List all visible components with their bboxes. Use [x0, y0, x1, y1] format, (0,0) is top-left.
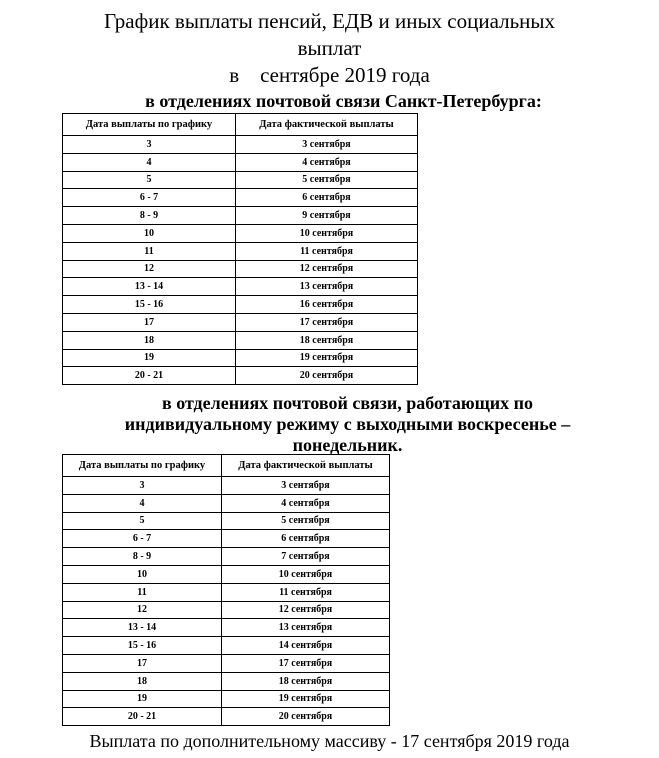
scheduled-date-cell: 4: [63, 494, 222, 512]
actual-date-cell: 5 сентября: [236, 171, 418, 189]
section2-heading-line-2: индивидуальному режиму с выходными воскресенье –: [124, 414, 571, 434]
scheduled-date-cell: 17: [63, 313, 236, 331]
table-row: [63, 224, 418, 242]
scheduled-date-cell: 18: [63, 331, 236, 349]
actual-date-cell: 3 сентября: [222, 477, 390, 495]
actual-date-cell: 5 сентября: [222, 512, 390, 530]
scheduled-date-cell: 3: [63, 477, 222, 495]
table-row: [63, 477, 390, 495]
col-header-scheduled-date: Дата выплаты по графику: [63, 455, 222, 477]
actual-date-cell: 16 сентября: [236, 296, 418, 314]
table-row: [63, 367, 418, 385]
scheduled-date-cell: 5: [63, 512, 222, 530]
scheduled-date-cell: 19: [63, 690, 222, 708]
table-row: [63, 565, 390, 583]
actual-date-cell: 18 сентября: [222, 672, 390, 690]
scheduled-date-cell: 10: [63, 565, 222, 583]
scheduled-date-cell: 8 - 9: [63, 548, 222, 566]
scheduled-date-cell: 15 - 16: [63, 637, 222, 655]
table-row: [63, 189, 418, 207]
scheduled-date-cell: 11: [63, 583, 222, 601]
scheduled-date-cell: 11: [63, 242, 236, 260]
schedule-table-spb: [62, 113, 418, 385]
table-row: [63, 619, 390, 637]
actual-date-cell: 10 сентября: [236, 224, 418, 242]
table-row: [63, 153, 418, 171]
table-row: [63, 708, 390, 726]
actual-date-cell: 13 сентября: [222, 619, 390, 637]
scheduled-date-cell: 19: [63, 349, 236, 367]
table-header-row: [63, 455, 390, 477]
actual-date-cell: 7 сентября: [222, 548, 390, 566]
title-line-1: График выплаты пенсий, ЕДВ и иных социальных: [103, 9, 556, 33]
col-header-actual-date: Дата фактической выплаты: [222, 455, 390, 477]
table-row: [63, 296, 418, 314]
table-row: [63, 331, 418, 349]
page-title: [0, 8, 659, 89]
table-row: [63, 637, 390, 655]
section1-heading: в отделениях почтовой связи Санкт-Петербурга:: [145, 91, 542, 111]
actual-date-cell: 6 сентября: [236, 189, 418, 207]
actual-date-cell: 20 сентября: [236, 367, 418, 385]
table-row: [63, 313, 418, 331]
table-row: [63, 530, 390, 548]
scheduled-date-cell: 18: [63, 672, 222, 690]
schedule-table-individual: [62, 454, 390, 726]
table-row: [63, 136, 418, 154]
scheduled-date-cell: 13 - 14: [63, 278, 236, 296]
actual-date-cell: 6 сентября: [222, 530, 390, 548]
scheduled-date-cell: 20 - 21: [63, 367, 236, 385]
table-row: [63, 512, 390, 530]
section2-heading-line-3: понедельник.: [292, 435, 403, 455]
actual-date-cell: 18 сентября: [236, 331, 418, 349]
actual-date-cell: 9 сентября: [236, 207, 418, 225]
actual-date-cell: 12 сентября: [236, 260, 418, 278]
actual-date-cell: 12 сентября: [222, 601, 390, 619]
table-row: [63, 654, 390, 672]
scheduled-date-cell: 10: [63, 224, 236, 242]
actual-date-cell: 13 сентября: [236, 278, 418, 296]
scheduled-date-cell: 6 - 7: [63, 530, 222, 548]
table-header-row: [63, 114, 418, 136]
table-row: [63, 548, 390, 566]
title-line-2: выплат: [297, 36, 362, 60]
table-row: [63, 494, 390, 512]
actual-date-cell: 3 сентября: [236, 136, 418, 154]
table-row: [63, 690, 390, 708]
section2-heading-line-1: в отделениях почтовой связи, работающих по: [161, 393, 534, 413]
table-row: [63, 171, 418, 189]
actual-date-cell: 4 сентября: [222, 494, 390, 512]
col-header-scheduled-date: Дата выплаты по графику: [63, 114, 236, 136]
footer-note: Выплата по дополнительному массиву - 17 сентября 2019 года: [89, 731, 570, 751]
actual-date-cell: 17 сентября: [236, 313, 418, 331]
scheduled-date-cell: 12: [63, 260, 236, 278]
table-row: [63, 672, 390, 690]
scheduled-date-cell: 20 - 21: [63, 708, 222, 726]
scheduled-date-cell: 15 - 16: [63, 296, 236, 314]
table-row: [63, 601, 390, 619]
scheduled-date-cell: 3: [63, 136, 236, 154]
table-row: [63, 278, 418, 296]
actual-date-cell: 11 сентября: [222, 583, 390, 601]
scheduled-date-cell: 8 - 9: [63, 207, 236, 225]
actual-date-cell: 20 сентября: [222, 708, 390, 726]
actual-date-cell: 10 сентября: [222, 565, 390, 583]
scheduled-date-cell: 4: [63, 153, 236, 171]
title-line-3: в сентябре 2019 года: [229, 63, 430, 87]
table-row: [63, 349, 418, 367]
actual-date-cell: 19 сентября: [222, 690, 390, 708]
table-row: [63, 260, 418, 278]
scheduled-date-cell: 17: [63, 654, 222, 672]
scheduled-date-cell: 6 - 7: [63, 189, 236, 207]
scheduled-date-cell: 12: [63, 601, 222, 619]
actual-date-cell: 4 сентября: [236, 153, 418, 171]
scheduled-date-cell: 5: [63, 171, 236, 189]
scheduled-date-cell: 13 - 14: [63, 619, 222, 637]
table-row: [63, 207, 418, 225]
actual-date-cell: 17 сентября: [222, 654, 390, 672]
table-row: [63, 242, 418, 260]
actual-date-cell: 14 сентября: [222, 637, 390, 655]
actual-date-cell: 11 сентября: [236, 242, 418, 260]
actual-date-cell: 19 сентября: [236, 349, 418, 367]
col-header-actual-date: Дата фактической выплаты: [236, 114, 418, 136]
table-row: [63, 583, 390, 601]
